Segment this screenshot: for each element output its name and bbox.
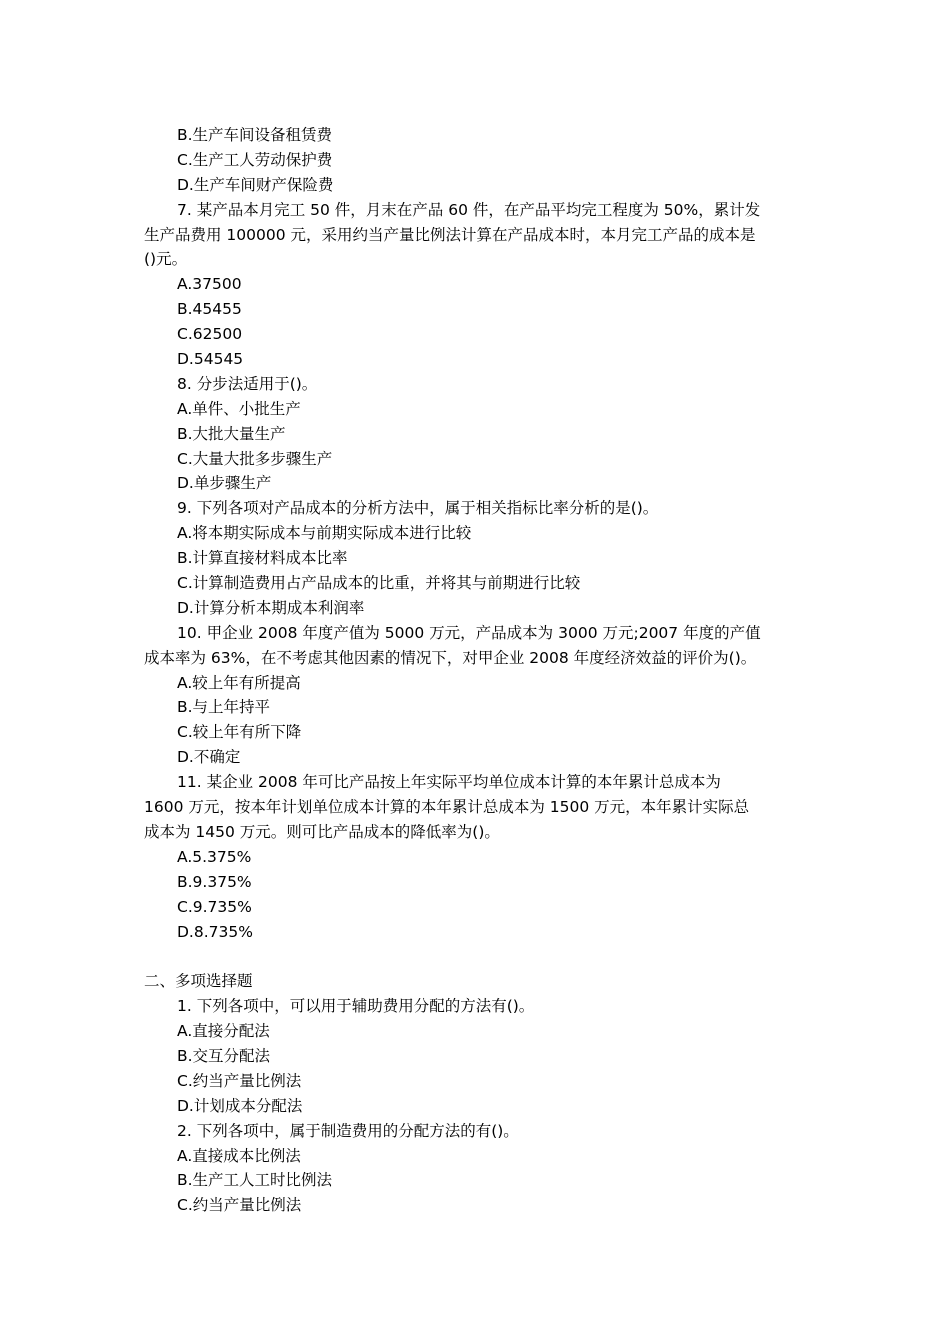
text-line: A.直接成本比例法: [177, 1146, 301, 1165]
text-line: 8. 分步法适用于()。: [177, 374, 318, 393]
text-line: B.计算直接材料成本比率: [177, 549, 348, 568]
text-line: A.直接分配法: [177, 1022, 270, 1041]
text-line: C.生产工人劳动保护费: [177, 150, 333, 169]
text-line: C.较上年有所下降: [177, 723, 302, 742]
text-line: 11. 某企业 2008 年可比产品按上年实际平均单位成本计算的本年累计总成本为: [177, 773, 721, 792]
text-line: 9. 下列各项对产品成本的分析方法中，属于相关指标比率分析的是()。: [177, 499, 659, 518]
text-line: D.8.735%: [177, 922, 253, 941]
text-line: 成本率为 63%，在不考虑其他因素的情况下，对甲企业 2008 年度经济效益的评价为()。: [144, 648, 757, 667]
blank-line: [144, 944, 806, 969]
text-line: C.约当产量比例法: [177, 1196, 302, 1215]
text-line: A.较上年有所提高: [177, 673, 301, 692]
text-line: B.45455: [177, 300, 242, 319]
text-line: B.交互分配法: [177, 1046, 271, 1065]
text-line: A.5.375%: [177, 847, 252, 866]
text-line: D.生产车间财产保险费: [177, 175, 334, 194]
text-line: B.与上年持平: [177, 698, 271, 717]
text-line: C.约当产量比例法: [177, 1071, 302, 1090]
text-line: 1. 下列各项中，可以用于辅助费用分配的方法有()。: [177, 997, 535, 1016]
text-line: B.生产工人工时比例法: [177, 1171, 333, 1190]
text-line: 生产品费用 100000 元，采用约当产量比例法计算在产品成本时，本月完工产品的成本是: [144, 225, 756, 244]
text-line: B.生产车间设备租赁费: [177, 126, 333, 144]
text-line: 10. 甲企业 2008 年度产值为 5000 万元，产品成本为 3000 万元;2007 年度的产值: [177, 623, 761, 642]
text-line: 二、多项选择题: [144, 972, 253, 991]
text-line: A.将本期实际成本与前期实际成本进行比较: [177, 524, 472, 543]
text-line: 1600 万元，按本年计划单位成本计算的本年累计总成本为 1500 万元，本年累计实际总: [144, 798, 750, 817]
text-line: C.9.735%: [177, 897, 252, 916]
text-line: 7. 某产品本月完工 50 件，月末在产品 60 件，在产品平均完工程度为 50%，累计发: [177, 200, 761, 219]
text-line: D.不确定: [177, 748, 241, 767]
text-line: B.9.375%: [177, 872, 252, 891]
text-line: 成本为 1450 万元。则可比产品成本的降低率为()。: [144, 822, 500, 841]
text-line: C.计算制造费用占产品成本的比重，并将其与前期进行比较: [177, 574, 581, 593]
document-body: [144, 123, 806, 1218]
text-line: D.计划成本分配法: [177, 1096, 303, 1115]
text-line: A.37500: [177, 275, 242, 294]
text-line: ()元。: [144, 250, 188, 269]
text-line: D.计算分析本期成本利润率: [177, 598, 365, 617]
text-line: 2. 下列各项中，属于制造费用的分配方法的有()。: [177, 1121, 519, 1140]
text-line: C.大量大批多步骤生产: [177, 449, 333, 468]
text-line: C.62500: [177, 325, 243, 344]
text-line: B.大批大量生产: [177, 424, 286, 443]
text-line: A.单件、小批生产: [177, 399, 301, 418]
text-line: D.54545: [177, 350, 244, 369]
text-line: D.单步骤生产: [177, 474, 272, 493]
